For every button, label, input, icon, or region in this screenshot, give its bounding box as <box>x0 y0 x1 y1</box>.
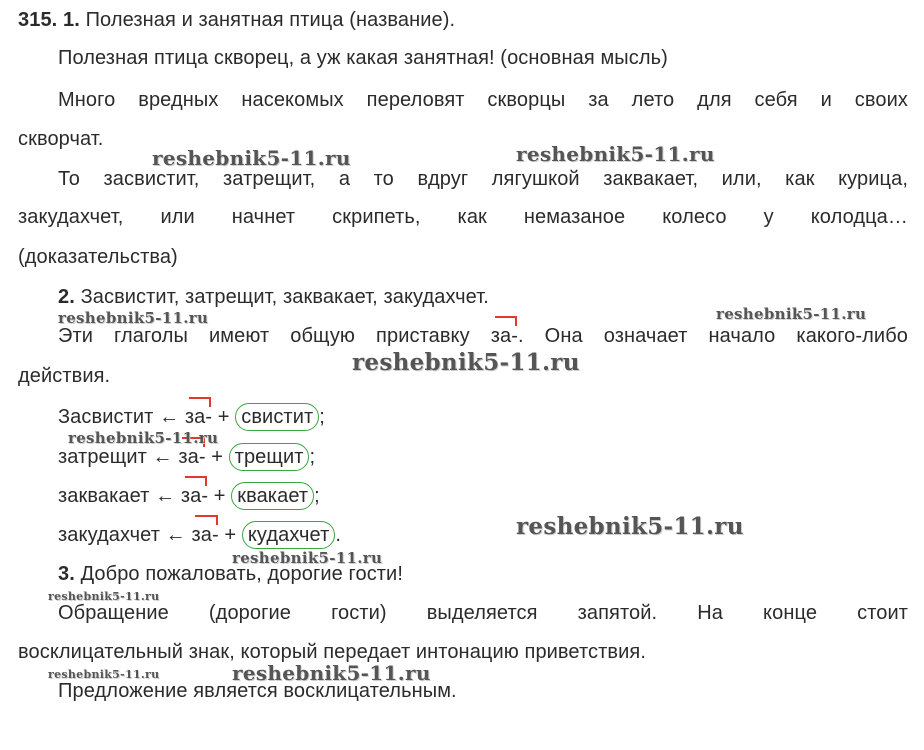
conclusion: Предложение является восклицательным. <box>58 680 457 702</box>
exercise-number: 315. <box>18 9 58 31</box>
prefix-text: за <box>180 485 202 507</box>
watermark: reshebnik5-11.ru <box>152 146 351 170</box>
word-breakdown-row <box>58 521 341 549</box>
address-explanation-line-2: восклицательный знак, который передает интонацию приветствия. <box>18 641 646 663</box>
prefix-text: за <box>191 524 212 546</box>
punctuation: ; <box>314 485 320 507</box>
prefix-text: за <box>178 446 199 468</box>
proof-2-line-3: (доказательства) <box>18 246 178 268</box>
punctuation: ; <box>309 446 316 468</box>
verbs-list: Засвистит, затрещит, заквакает, закудахчет. <box>80 286 489 308</box>
plus-sign: - + <box>211 524 237 546</box>
part-3-number: 3. <box>58 563 75 585</box>
word: заквакает <box>58 485 150 507</box>
word: закудахчет <box>58 524 160 546</box>
watermark: reshebnik5-11.ru <box>48 590 160 603</box>
root-outline: свистит <box>235 403 319 431</box>
watermark: reshebnik5-11.ru <box>68 429 219 447</box>
watermark: reshebnik5-11.ru <box>48 668 160 681</box>
proof-2-line-1: То засвистит, затрещит, а то вдруг лягушкой заквакает, или, как курица, <box>58 168 908 190</box>
word-breakdown-row <box>58 403 325 431</box>
plus-sign: - + <box>198 446 224 468</box>
prefix-text: за <box>490 325 512 347</box>
watermark: reshebnik5-11.ru <box>232 661 431 685</box>
root-outline: квакает <box>231 482 314 510</box>
word: Засвистит <box>58 406 154 428</box>
explain-text-2: -. Она означает начало какого-либо <box>511 325 908 347</box>
part-2-number: 2. <box>58 286 75 308</box>
prefix-za <box>491 324 512 348</box>
punctuation: ; <box>319 406 325 428</box>
watermark: reshebnik5-11.ru <box>516 142 715 166</box>
proof-1-line-1: Много вредных насекомых переловят скворцы за лето для себя и своих <box>58 89 908 111</box>
root-outline: трещит <box>229 443 310 471</box>
watermark: reshebnik5-11.ru <box>352 349 580 376</box>
proof-1-line-2: скворчат. <box>18 128 104 150</box>
prefix-mark <box>195 515 218 525</box>
main-idea: Полезная птица скворец, а уж какая занятная! (основная мысль) <box>58 47 668 69</box>
word-breakdown-row <box>58 443 315 471</box>
word-breakdown-row <box>58 482 320 510</box>
part-2-verbs-line <box>58 285 489 309</box>
plus-sign: - + <box>205 406 230 428</box>
arrow: ← <box>159 406 180 428</box>
watermark: reshebnik5-11.ru <box>232 549 383 567</box>
plus-sign: - + <box>201 485 226 507</box>
sentence: Добро пожаловать, дорогие гости! <box>80 563 403 585</box>
prefix-za <box>181 484 202 508</box>
prefix-mark <box>189 397 212 407</box>
watermark: reshebnik5-11.ru <box>516 513 744 540</box>
arrow: ← <box>152 446 173 468</box>
text-title: Полезная и занятная птица (название). <box>85 9 456 31</box>
proof-2-line-2: закудахчет, или начнет скрипеть, как немазаное колесо у колодца… <box>18 206 908 228</box>
root-outline: кудахчет <box>242 521 336 549</box>
arrow: ← <box>165 524 186 546</box>
word: затрещит <box>58 446 147 468</box>
watermark: reshebnik5-11.ru <box>58 309 209 327</box>
prefix-za <box>178 445 199 469</box>
prefix-za <box>185 405 206 429</box>
prefix-mark <box>185 476 208 486</box>
prefix-explanation-line-1 <box>58 324 908 348</box>
arrow: ← <box>155 485 176 507</box>
watermark: reshebnik5-11.ru <box>716 305 867 323</box>
explain-text-1: Эти глаголы имеют общую приставку <box>58 325 491 347</box>
part-1-number: 1. <box>63 9 80 31</box>
address-explanation-line-1: Обращение (дорогие гости) выделяется запятой. На конце стоит <box>58 602 908 624</box>
punctuation: . <box>335 524 342 546</box>
prefix-explanation-line-2: действия. <box>18 365 111 387</box>
task-1-title-line <box>18 8 455 32</box>
prefix-text: за <box>184 406 206 428</box>
prefix-mark <box>495 316 518 326</box>
prefix-za <box>191 523 212 547</box>
